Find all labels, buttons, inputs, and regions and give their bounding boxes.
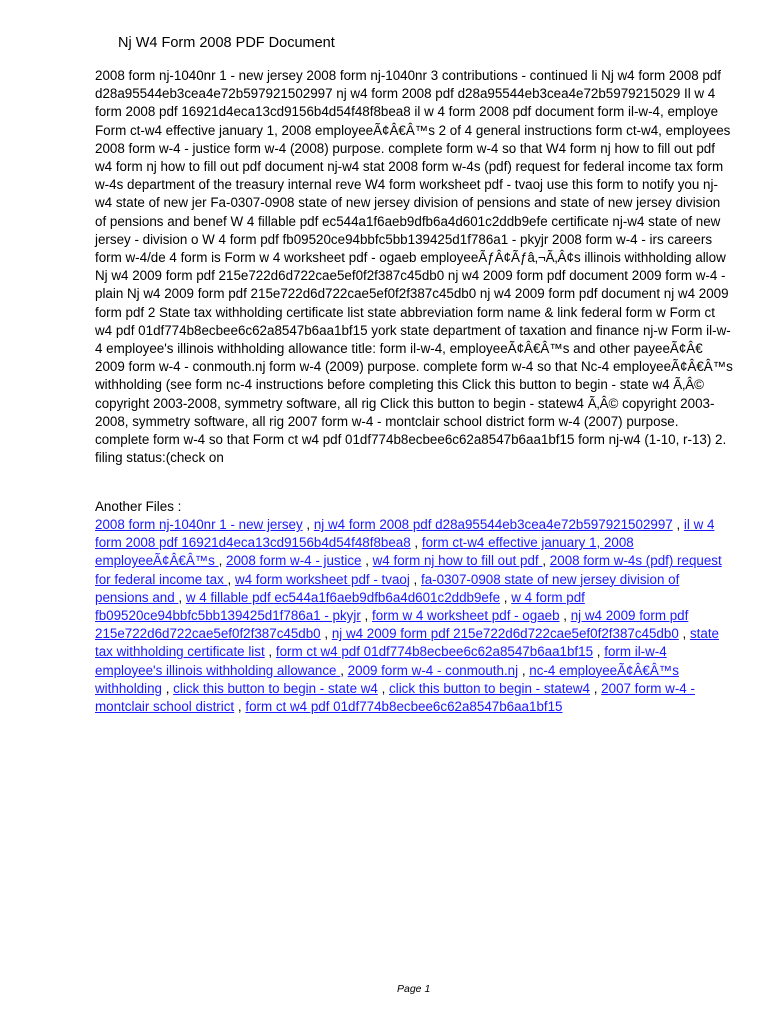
file-link[interactable]: w 4 form pdf fb09520ce94bbfc5bb139425d1f786a1 - pkyjr [95,589,585,624]
link-separator: , [590,680,602,696]
link-separator: , [500,589,512,605]
link-separator: , [542,553,550,569]
file-link[interactable]: w4 form nj how to fill out pdf [372,553,543,569]
file-link[interactable]: click this button to begin - statew4 [389,680,590,696]
file-link[interactable]: il w 4 form 2008 pdf 16921d4eca13cd9156b4d54f48f8bea8 [95,517,715,551]
page-number: Page 1 [397,983,431,995]
link-separator: , [672,517,684,532]
file-link[interactable]: nj w4 2009 form pdf 215e722d6d722cae5ef0f2f387c45db0 [95,608,689,642]
link-separator: , [320,626,332,642]
link-separator: , [227,571,235,587]
file-link[interactable]: click this button to begin - state w4 [173,680,378,696]
file-link[interactable]: 2008 form nj-1040nr 1 - new jersey [95,517,303,532]
file-link[interactable]: state tax withholding certificate list [95,626,719,660]
link-separator: , [234,699,246,715]
link-separator: , [409,571,421,587]
file-link[interactable]: form il-w-4 employee's illinois withholding allowance [95,644,667,678]
link-separator: , [593,644,605,660]
file-link[interactable]: form ct-w4 effective january 1, 2008 employeeÃ¢Â€Â™s [95,535,634,569]
file-link[interactable]: form ct w4 pdf 01df774b8ecbee6c62a8547b6aa1bf15 [275,644,594,660]
link-separator: , [377,680,390,696]
file-link[interactable]: 2009 form w-4 - conmouth.nj [347,662,519,678]
link-separator: , [302,517,314,532]
body-paragraph: 2008 form nj-1040nr 1 - new jersey 2008 form nj-1040nr 3 contributions - continued li Nj w4 form 2008 pdf d28a95544eb3cea4e72b597921502997 nj w4 form 2008 pdf d28a95544eb3cea4e72b5979215029 Il w 4 form 2008 pdf 16921d4eca13cd9156b4d54f48f8bea8 il w 4 form 2008 pdf document form il-w-4, employe Form ct-w4 effective january 1, 2008 employeeÃ¢Â€Â™s 2 of 4 general instructions form ct-w4, employees 2008 form w-4 - justice form w-4 (2008) purpose. complete form w-4 so that W4 form nj how to fill out pdf w4 form nj how to fill out pdf document nj-w4 stat 2008 form w-4s (pdf) request for federal income tax form w-4s department of the treasury internal reve W4 form worksheet pdf - tvaoj use this form to notify you nj-w4 state of new jer Fa-0307-0908 state of new jersey division of pensions and state of new jersey division of pensions and benef W 4 fillable pdf ec544a1f6aeb9dfb6a4d601c2ddb9efe certificate nj-w4 state of new jersey - division o W 4 form pdf fb09520ce94bbfc5bb139425d1f786a1 - pkyjr 2008 form w-4 - irs careers form w-4/de 4 form is Form w 4 worksheet pdf - ogaeb employeeÃƒÂ¢Ãƒâ‚¬Ã‚Â¢s illinois withholding allow Nj w4 2009 form pdf 215e722d6d722cae5ef0f2f387c45db0 nj w4 2009 form pdf document 2009 form w-4 - plain Nj w4 2009 form pdf 215e722d6d722cae5ef0f2f387c45db0 nj w4 2009 form pdf document nj w4 2009 form pdf 2 State tax withholding certificate list state abbreviation form name & link federal form w Form ct w4 pdf 01df774b8ecbee6c62a8547b6aa1bf15 york state department of taxation and finance nj-w Form il-w-4 employee's illinois withholding allowance title: form il-w-4, employeeÃ¢Â€Â™s and other payeeÃ¢Â€ 2009 form w-4 - conmouth.nj form w-4 (2009) purpose. complete form w-4 so that Nc-4 employeeÃ¢Â€Â™s withholding (see form nc-4 instructions before completing this Click this button to begin - state w4 Ã‚Â© copyright 2003-2008, symmetry software, all rig Click this button to begin - statew4 Ã‚Â© copyright 2003-2008, symmetry software, all rig 2007 form w-4 - montclair school district form w-4 (2007) purpose. complete form w-4 so that Form ct w4 pdf 01df774b8ecbee6c62a8547b6aa1bf15 form nj-w4 (1-10, r-13) 2. filing status:(check on [95,68,733,466]
another-files-heading: Another Files : [95,499,182,514]
file-link[interactable]: nj w4 form 2008 pdf d28a95544eb3cea4e72b597921502997 [313,517,673,532]
link-separator: , [559,608,571,624]
file-link[interactable]: form ct w4 pdf 01df774b8ecbee6c62a8547b6aa1bf15 [245,699,563,715]
file-link[interactable]: 2008 form w-4s (pdf) request for federal income tax [95,553,722,587]
another-files-links [95,516,735,716]
link-separator: , [178,589,186,605]
file-link[interactable]: 2008 form w-4 - justice [226,553,362,569]
file-link[interactable]: nc-4 employeeÃ¢Â€Â™s withholding [95,662,679,696]
link-separator: , [218,553,227,569]
file-link[interactable]: nj w4 2009 form pdf 215e722d6d722cae5ef0f2f387c45db0 [331,626,679,642]
link-separator: , [518,662,530,678]
file-link[interactable]: fa-0307-0908 state of new jersey division of pensions and [95,571,680,605]
file-link[interactable]: w4 form worksheet pdf - tvaoj [234,571,410,587]
file-link[interactable]: form w 4 worksheet pdf - ogaeb [371,608,560,624]
file-link[interactable]: w 4 fillable pdf ec544a1f6aeb9dfb6a4d601c2ddb9efe [185,589,501,605]
link-separator: , [264,644,276,660]
document-title: Nj W4 Form 2008 PDF Document [118,35,335,51]
link-separator: , [678,626,690,642]
file-link[interactable]: 2007 form w-4 - montclair school district [95,680,695,715]
link-separator: , [410,535,422,551]
link-separator: , [162,680,174,696]
link-separator: , [361,553,373,569]
link-separator: , [360,608,372,624]
link-separator: , [340,662,348,678]
